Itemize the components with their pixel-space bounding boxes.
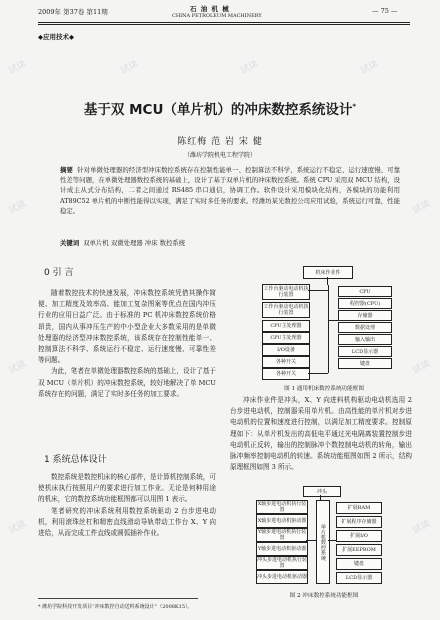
fig1-left-box: 各种开关 [262, 368, 310, 380]
watermark: 试读 [7, 519, 29, 537]
fig1-right-box: LCD显示器 [338, 346, 392, 357]
fig1-right-box: CPU [338, 286, 392, 297]
sec1-heading: 1 系统总体设计 [44, 455, 107, 465]
intro-paragraph: 随着数控技术的快速发展，冲床数控系统凭借其操作简便、加工精度及效率高、能加工复杂图案等优点在国内冲压行业的应用日益广泛。由于标准的 PC 机冲床数控系统价格昂贵，国内从事冲压生产的中小型企业大多数采用的是单微处理器的经济型冲床数控系统，该系统存在控制性能单一、控制算法不科学、系统运行不稳定、运行速度慢、可靠性差等问题。 [38, 289, 216, 365]
fig2-left-box: X轴步进电动机执行装置 [257, 501, 307, 513]
watermark: 试读 [411, 359, 433, 377]
fig2-top-box: 冲头 [303, 486, 341, 497]
footnote-rule [38, 598, 198, 599]
fig1-top-box: 机床作业件 [303, 266, 353, 279]
watermark: 试读 [7, 359, 29, 377]
fig2-center-box: 单片机数控系统 [316, 500, 330, 584]
watermark: 试读 [119, 59, 141, 77]
fig2-caption: 图 2 冲床数控系统功能框图 [289, 593, 359, 599]
fig2-right-box: 扩展RAM [336, 502, 382, 514]
paper-title-text: 基于双 MCU（单片机）的冲床数控系统设计 [83, 102, 353, 118]
footnote: * 潍坊学院科技开发项目“冲床数控自动送料系统设计”（2008K15）。 [38, 604, 193, 610]
abstract-text: 针对单微处理器的经济型冲床数控系统存在控制性能单一、控制算法不科学、系统运行不稳定、运行速度慢、可靠性差等问题，在单微处理器数控系统的基础上，设计了基于双单片机的冲床数控系统。系统 CPU 采用双 MCU 结构，设计成主从式分布结构，二者之间通过 RS485 串口通信，协调工作。软件设计采用模块化结构，各模块的功能利用 AT89C52 单片机的中断性能得以实现，满足了实时多任务的要求。经潍坊某光数控公司应用试验，系统运行可靠，性能稳定。 [60, 166, 400, 215]
journal-english: CHINA PETROLEUM MACHINERY [172, 13, 262, 19]
fig2-right-box: 扩展EEPROM [336, 544, 382, 556]
sec1-paragraph: 笔者研究的冲床系统利用数控系统驱动 2 台步进电动机，利用滚珠丝杠和精密直线滑动导轨带动工作台 X、Y 向进给，从而完成工件直线或圆弧插补作业。 [38, 506, 216, 538]
watermark: 试读 [7, 199, 29, 217]
journal-title: 石 油 机 械 [190, 5, 230, 13]
abstract [60, 165, 400, 216]
fig1-bus [328, 285, 329, 373]
fig1-left-box: 工作台驱动电动机执行装置 [263, 286, 309, 298]
fig2-left-box: 冲头步进电动机执行装置 [257, 557, 308, 569]
fig1-connector [308, 290, 328, 291]
sec1-paragraph: 数控系统是数控机床的核心部件，是计算机控制系统，可使机床执行按照用户的要求进行加工作业。无论是何种用途的机床，它的数控系统功能框图都可以用图 1 表示。 [38, 473, 216, 504]
fig1-left-box: 各种开关 [262, 356, 310, 368]
fig1-connector [308, 373, 328, 374]
fig2-connector [328, 540, 336, 541]
fig1-right-box: 输入输出 [338, 334, 392, 345]
fig1-caption: 图 1 通用机床数控系统功能框图 [284, 386, 364, 392]
fig2-left-box: 冲头步进电动机驱动器 [256, 570, 308, 584]
authors: 陈红梅 范 岩 宋 健 [177, 137, 263, 147]
intro-body [38, 288, 216, 400]
fig2-connector [306, 540, 316, 541]
section-tag: ◆应用技术◆ [38, 33, 74, 41]
fig1-left-box: 工作台驱动电动机执行装置 [263, 304, 309, 316]
watermark: 试读 [411, 199, 433, 217]
keywords [60, 238, 400, 247]
fig1-connector [327, 277, 328, 285]
header-rule [38, 22, 410, 23]
right-body [230, 395, 412, 473]
fig2-right-box: 扩展I/O [336, 530, 382, 542]
fig1-left-box: I/O设备 [262, 344, 310, 356]
fig2-right-box: LCD显示器 [336, 572, 382, 584]
sec1-body [38, 472, 216, 539]
fig2-left-box: Y轴步进电动机驱动器 [256, 542, 308, 556]
intro-paragraph: 为此，笔者在单微处理器数控系统的基础上，设计了基于双 MCU（单片机）的冲床数控系统，较好地解决了单 MCU 系统存在的问题，满足了实时多任务的加工要求。 [38, 367, 216, 398]
right-paragraph: 冲床作业件是冲头，X、Y 向进料机构驱动电动机选用 2 台步进电动机，控制器采用单片机。由高性能的单片机对步进电动机的位置和速度进行控制，以满足加工精度要求。控制原理如下：从单片机发出的高低电平通过光电隔离装置控制步进电动机正反转，输出的控制脉冲个数控制电动机的转角，输出脉冲频率控制电动机的转速。系统功能框图如图 2 所示，结构原理框图如图 3 所示。 [230, 396, 412, 472]
intro-heading: 0 引 言 [44, 268, 74, 278]
fig2-left-box: Y轴步进电动机执行装置 [257, 529, 307, 541]
paper-title [50, 98, 390, 118]
watermark: 试读 [359, 59, 381, 77]
header-rule-2 [38, 24, 410, 25]
keywords-text: 双单片机 双微处理器 冲床 数控系统 [83, 239, 186, 247]
title-mark: * [352, 102, 357, 111]
fig2-right-box: 扩展程序存储器 [336, 516, 382, 528]
issue-info: 2009年 第37卷 第11期 [38, 8, 108, 16]
fig1-right-box: 键盘 [338, 358, 392, 369]
abstract-label: 摘要 [60, 166, 73, 174]
fig2-left-box: X轴步进电动机驱动器 [256, 514, 308, 528]
fig1-right-box: 程控器(CPU) [338, 298, 392, 309]
watermark: 试读 [7, 59, 29, 77]
fig1-right-box: 数据处理 [338, 322, 392, 333]
affiliation: （潍坊学院机电工程学院） [183, 152, 256, 159]
keywords-label: 关键词 [60, 239, 80, 247]
watermark: 试读 [239, 59, 261, 77]
fig1-connector [328, 320, 338, 321]
fig1-right-box: 存储器 [338, 310, 392, 321]
watermark: 试读 [411, 519, 433, 537]
page-number: — 75 — [372, 7, 398, 15]
fig1-left-box: CPU主处理器 [262, 332, 310, 344]
fig1-left-box: CPU主处理器 [262, 320, 310, 332]
fig2-right-box: 键盘 [336, 558, 382, 570]
